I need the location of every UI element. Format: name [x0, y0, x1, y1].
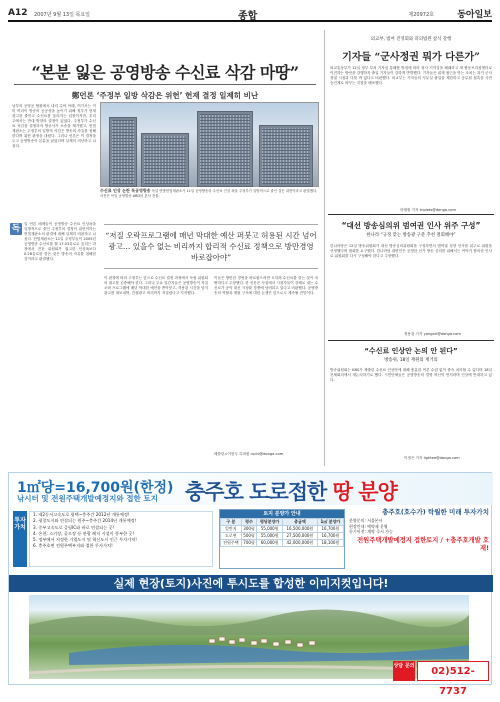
- right-mid-title: “대선 방송심의위 범여권 인사 위주 구성”: [341, 221, 481, 230]
- page-number: A12: [8, 8, 28, 18]
- article-photo: [100, 102, 319, 187]
- ad-dealer-line: 현장안내: 예약제 운영: [349, 523, 388, 529]
- newspaper-logo: 동아일보: [457, 10, 492, 20]
- headline-divider: [14, 84, 316, 85]
- ad-feature: 1. 제2동서고속도로 평택~충주간 2012년 개통예정!: [33, 512, 130, 517]
- right-bottom-body: 방송위원회는 KBS가 제출한 수신료 인상안에 대해 충분한 여론 수렴 없이 졸속 처리할 수 없다며 18일 전체회의에서 재논의하기로 했다. 시민단체들은 공영방송의 경영 혁신이 먼저라며 인상에 반대하고 있다.: [330, 368, 492, 382]
- right-top-kicker: 외교부, 범여 진영회와 피의법원 참석 강행: [370, 37, 452, 42]
- ad-feature: 4. 온천, 스키장, 골프장 등 관광 레저 시설이 풍부한 곳!: [33, 530, 135, 536]
- right-top-title: 기자들 “군사정권 뭐가 다른가”: [342, 52, 480, 63]
- ad-price-table-title: 토지 분양가 안내: [220, 510, 344, 518]
- ad-dealer-callout: 전원주택개발예정지 접한토지 / +충주호개발 호재!: [357, 536, 489, 552]
- ad-feature: 6. 충주호변 전원주택부지와 접한 투자가치!: [33, 543, 113, 549]
- photo-caption: [100, 189, 319, 198]
- ad-feature-list: [29, 511, 213, 567]
- ad-feature: 3. 중부고속도로 증평IC와 바로 연결되는 곳!: [33, 524, 115, 530]
- article-column-3: 이 판결에 따라 주정부는 앞으로 수신료 결정 과정에서 독립 위원회의 권고를 존중해야 한다. 그러나 주요 일간지들은 공영방송이 저질 오락 프로그램에 매년 막대한 예산을 쏟아붓고, 허용된 시간을 넘겨 광고를 내보내며, 간접광고 비리까지 저질렀다고 지적했다.: [104, 276, 209, 295]
- land-sale-advertisement: [8, 472, 492, 697]
- article-byline: 베를린=이현두 특파원 ruchi@donga.com: [214, 452, 284, 456]
- photo-caption-title: 수신료 인상 논란 독공영방송: [100, 188, 151, 193]
- ad-dealer-heading: 충주호(호수가) 탁월한 미래 투자가치: [382, 508, 489, 516]
- ad-vertical-label: 투자가치: [13, 511, 27, 567]
- right-bottom-byline: 이정은 기자 lightee@donga.com: [404, 456, 460, 460]
- main-headline: “본분 잃은 공영방송 수신료 삭감 마땅”: [31, 63, 299, 82]
- ad-banner: 실제 현장(토지)사진에 투시도를 합성한 이미지컷입니다!: [9, 575, 493, 592]
- section-title: 종합: [238, 11, 258, 22]
- drop-cap: 독: [11, 224, 21, 234]
- ad-headline-highlight: 땅 분양: [332, 480, 397, 504]
- main-subheadline: 鄭언론 ‘주정부 일방 삭감은 위헌’ 헌재 결정 일제히 비난: [71, 91, 259, 100]
- right-top-body: 외교통상부가 12일 정부 부처 기자실 통폐합 방침에 따라 청사 기자실을 폐쇄하고 새 합동브리핑센터로 이전하는 방안을 강행하자 출입 기자들이 강하게 반발했다. 기자들은 취재 접근을 막는 조치는 과거 군사정권 시절과 다를 바 없다고 비판했다. 외교부는 기자들의 사무실 출입을 제한하고 공무원 접촉을 사전 승인제로 바꾸는 지침을 배포했다.: [330, 66, 492, 85]
- ad-feature: 2. 평창도시와 연결되는 원주~충주간 2014년 개통예정!: [33, 518, 137, 524]
- issue-date: 2007년 9월 13일 목요일: [34, 12, 91, 18]
- ad-inquiry-label: 상담 문의: [393, 661, 415, 681]
- ad-price-table: 토지 분양가 안내 구 분 평수 평당분양가 총금액 1㎡ 분양가 일반지 300평 55,000원 16,500,000원 16,700원 도로변 500평 55,000원 27,500,000원 16,700원 전원주택 700평 60,000원 42,000,000원 18,100원: [219, 509, 345, 569]
- right-mid-body: 한나라당은 12일 방송위원회가 대선 방송심의위원회를 구성하면서 범여권 성향 인사를 위주로 위원을 선정했다며 철회를 요구했다. 한나라당 대변인은 공정한 선거 방송 심의를 위해서는 여야가 합의한 인사로 위원회를 다시 구성해야 한다고 주장했다.: [330, 244, 492, 258]
- page-header: [8, 6, 492, 22]
- right-top-byline: 하태원 기자 triplets@donga.com: [400, 208, 456, 212]
- ad-dealer-info: [349, 507, 489, 571]
- edition-number: 제20972호: [408, 12, 434, 18]
- ad-phone-number: 02)512-7737: [417, 661, 489, 681]
- ad-feature: 5. 정부에서 지정한 기업도시 및 혁신도시 인근 투자가치!: [33, 537, 137, 543]
- right-mid-byline: 정용관 기자 yongari@donga.com: [404, 332, 461, 336]
- table-row: 전원주택 700평 60,000원 42,000,000원 18,100원: [221, 540, 344, 547]
- pull-quote: “저질 오락프로그램에 매년 막대한 예산 퍼붓고 허용된 시간 넘어 광고… 있을수 없는 비리까지 합리적 수신료 정책으로 방만경영 바로잡아야”: [104, 224, 318, 269]
- table-row: 일반지 300평 55,000원 16,500,000원 16,700원: [221, 526, 344, 533]
- right-mid-kicker: 한나라 “규정 맞는 방송광 구분 추천 철회해야”: [366, 233, 456, 238]
- article-column-1: 남부의 공영공 협원에서 내리 수야 아래, 여기서는 이미 여러이 방송의 공공성을 높이기 위해 정부가 현재 광고를 줄이고 수신료를 올리자는 입장이지만, 우리 주에서는 반대 방향의 결정이 있었다. 주정부가 수신료 삭감을 결정하자 방송사가 소송을 제기했고, 헌법재판소는 주정부의 일방적 삭감은 방송의 자유를 침해한다며 위헌 판정을 내렸다. 그러나 언론은 이 결정을 두고 공영방송이 본분을 잃었다며 일제히 비난하고 나섰다.: [12, 104, 96, 148]
- table-row: 도로변 500평 55,000원 27,500,000원 16,700원: [221, 533, 344, 540]
- ad-dealer-line: 등기이전: 계약 즉시 가능: [349, 529, 393, 534]
- right-bottom-kicker: 방송위, 18일 재원의 재거의: [384, 358, 438, 363]
- ad-headline: 충주호 도로접한 땅 분양: [185, 480, 397, 504]
- ad-dealer-line: 분양문의: 서울본사: [349, 518, 383, 523]
- photo-caption-text: 독일 연방헌법재판소가 11일 공영방송의 수신료 인상 폭을 주정부가 일방적으로 줄인 것은 위헌이라고 판결했다. 사진은 독일 공영방송 ARD의 본사 건물.: [100, 189, 318, 198]
- right-bottom-title: “수신료 인상안 논의 안 된다”: [364, 347, 458, 355]
- article-column-4: 이들은 방만한 경영을 바로잡으려면 오히려 수신료를 깎는 것이 마땅하다고 주장했다. 한 신문은 사설에서 시청자들이 강제로 내는 수신료가 공익 대신 시청률 경쟁에 낭비되고 있다고 비판했다. 공영방송의 역할과 재원 구조에 대한 논쟁은 앞으로도 계속될 전망이다.: [214, 276, 319, 295]
- ad-price-subtitle: 낚시터 및 전원주택개발예정지와 접한 토지: [17, 494, 158, 503]
- article-column-2a: 일 언론 매체들이 공영방송 수신료 인상폭을 일방적으로 줄인 주정부의 결정이 위헌이라는 헌법재판소의 판결에 대해 일제히 비판하고 나섰다. 헌법재판소는 11일 주정부들이 2005년 공영방송 수신료를 월 17.03유로로 올리는 과정에서 전문 위원회가 권고한 인상폭보다 0.28유로를 깎은 것은 방송의 자유를 침해한 것이라고 판결했다.: [24, 222, 96, 261]
- ad-price: 1㎡당=16,700원(한정): [17, 480, 174, 496]
